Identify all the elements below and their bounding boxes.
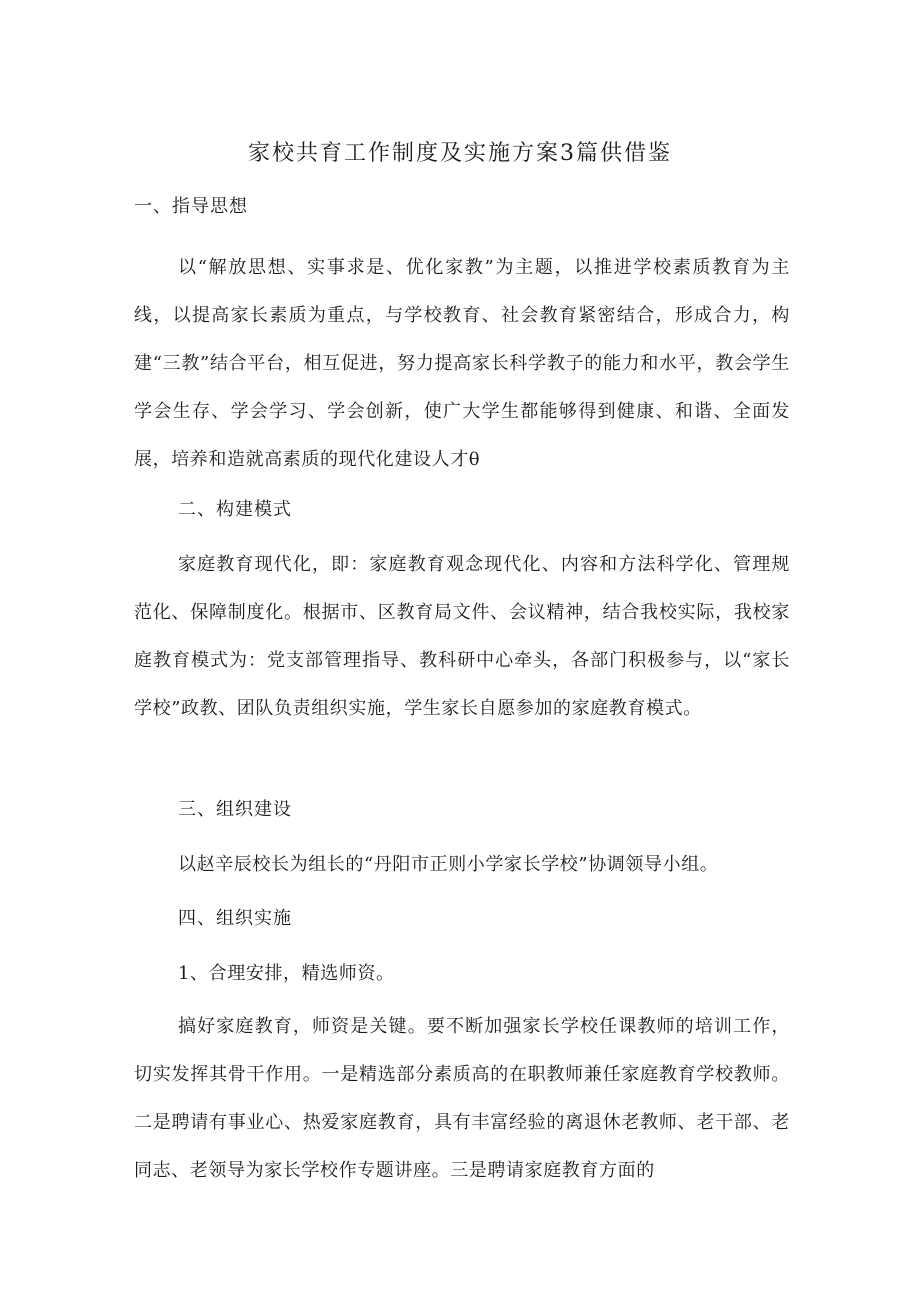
subheading-arrange-teachers: 1、合理安排，精选师资。 [178, 963, 395, 984]
section-paragraph-build-model: 家庭教育现代化，即：家庭教育观念现代化、内容和方法科学化、管理规范化、保障制度化。根据市、区教育局文件、会议精神，结合我校实际，我校家庭教育模式为：党支部管理指导、教科研中心牵头，各部门积极参与，以“家长学校”政教、团队负责组织实施，学生家长自愿参加的家庭教育模式。 [134, 554, 790, 719]
section-heading-guiding-ideology: 一、指导思想 [134, 196, 248, 217]
section-heading-implementation: 四、组织实施 [178, 908, 292, 929]
section-paragraph-guiding-ideology: 以“解放思想、实事求是、优化家教”为主题，以推进学校素质教育为主线，以提高家长素质为重点，与学校教育、社会教育紧密结合，形成合力，构建“三教”结合平台，相互促进，努力提高家长科学教子的能力和水平，教会学生学会生存、学会学习、学会创新，使广大学生都能够得到健康、和谐、全面发展，培养和造就高素质的现代化建设人才θ [134, 257, 790, 470]
section-heading-organization: 三、组织建设 [178, 799, 292, 820]
section-heading-build-model: 二、构建模式 [178, 499, 292, 520]
section-paragraph-implementation: 搞好家庭教育，师资是关键。要不断加强家长学校任课教师的培训工作，切实发挥其骨干作用。一是精选部分素质高的在职教师兼任家庭教育学校教师。二是聘请有事业心、热爱家庭教育，具有丰富经验的离退休老教师、老干部、老同志、老领导为家长学校作专题讲座。三是聘请家庭教育方面的 [134, 1016, 790, 1181]
section-paragraph-organization: 以赵辛辰校长为组长的“丹阳市正则小学家长学校”协调领导小组。 [178, 854, 719, 875]
document-title: 家校共育工作制度及实施方案3篇供借鉴 [248, 141, 672, 166]
